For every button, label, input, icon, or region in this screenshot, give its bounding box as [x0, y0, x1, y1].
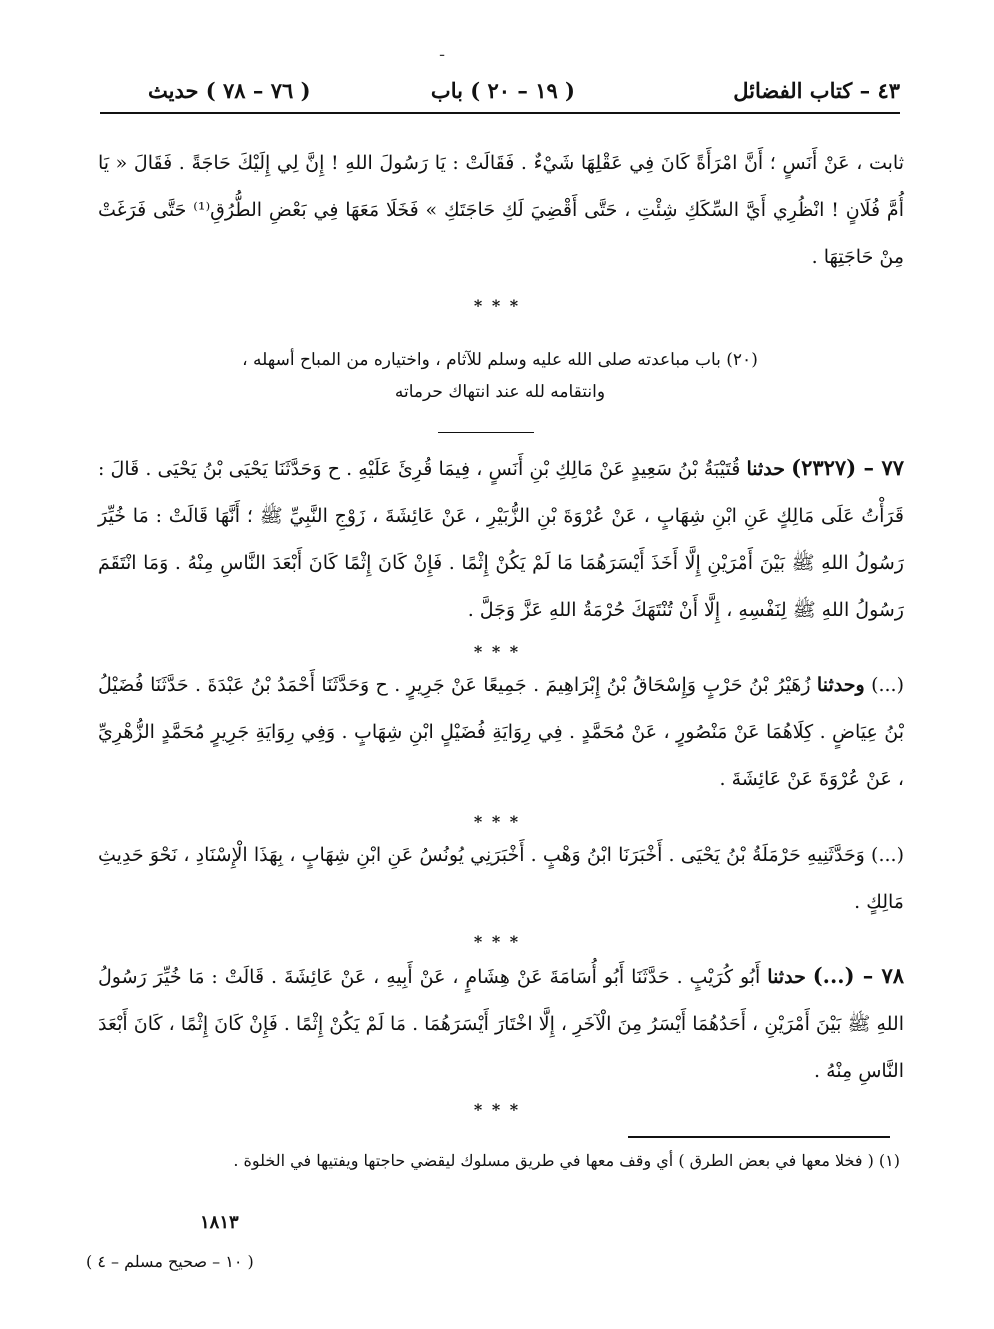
hadith-text: زُهَيْرُ بْنُ حَرْبٍ وَإِسْحَاقُ بْنُ إِبْرَاهِيمَ . جَمِيعًا عَنْ جَرِيرٍ . ح وَحَدَّثَنَا أَحْمَدُ بْنُ عَبْدَةَ . حَدَّثَنَا فُضَيْلُ بْنُ عِيَاضٍ . كِلَاهُمَا عَنْ مَنْصُورٍ ، عَنْ مُحَمَّدٍ . فِي رِوَايَةِ فُضَيْلٍ ابْنِ شِهَابٍ . وَفِي رِوَايَةِ جَرِيرٍ مُحَمَّدٍ الزُّهْرِيِّ ، عَنْ عُرْوَةَ عَنْ عَائِشَةَ . [98, 674, 904, 790]
haddathana-label: حدثنا [746, 458, 786, 480]
hadith-text: أَبُو كُرَيْبٍ . حَدَّثَنَا أَبُو أُسَامَةَ عَنْ هِشَامٍ ، عَنْ أَبِيهِ ، عَنْ عَائِشَةَ . قَالَتْ : مَا خُيِّرَ رَسُولُ اللهِ ﷺ بَيْنَ أَمْرَيْنِ ، أَحَدُهُمَا أَيْسَرُ مِنَ الْآخَرِ ، إِلَّا اخْتَارَ أَيْسَرَهُمَا . مَا لَمْ يَكُنْ إِثْمًا . فَإِنْ كَانَ إِثْمًا ، كَانَ أَبْعَدَ النَّاسِ مِنْهُ . [98, 966, 904, 1082]
page-number: ١٨١٣ [200, 1212, 239, 1233]
separator-stars: * * * [473, 812, 521, 831]
hadith-text: وَحَدَّثَنِيهِ حَرْمَلَةُ بْنُ يَحْيَى . أَخْبَرَنَا ابْنُ وَهْبٍ . أَخْبَرَنِي يُونُسُ عَنِ ابْنِ شِهَابٍ ، بِهَذَا الْإِسْنَادِ ، نَحْوَ حَدِيثِ مَالِكٍ . [98, 844, 904, 913]
chapter-heading [150, 344, 850, 408]
separator-stars: * * * [473, 642, 521, 661]
haddathana-label: حدثنا [767, 966, 806, 988]
separator-stars: * * * [473, 932, 521, 951]
chapter-heading-line-1: (٢٠) باب مباعدته صلى الله عليه وسلم للآثام ، واختياره من المباح أسهله ، [242, 350, 758, 370]
hadith-number: (...) [871, 844, 904, 866]
separator-stars: * * * [473, 296, 521, 315]
footnote-rule [628, 1136, 890, 1138]
header-hadith-range: ( ٧٦ – ٧٨ ) حديث [148, 78, 311, 103]
header-chapter-range: ( ١٩ – ٢٠ ) باب [430, 78, 575, 103]
hadith-77-b [98, 662, 904, 803]
header-rule [100, 112, 900, 114]
printer-signature: ( ١٠ – صحيح مسلم – ٤ ) [86, 1252, 254, 1271]
hadith-77 [98, 444, 904, 634]
running-header [100, 78, 900, 112]
hadith-number: ٧٨ – (...) [812, 963, 905, 988]
heading-rule [438, 432, 534, 433]
top-mark: ـ [440, 44, 445, 60]
hadith-text: قُتَيْبَةُ بْنُ سَعِيدٍ عَنْ مَالِكِ بْنِ أَنَسٍ ، فِيمَا قُرِئَ عَلَيْهِ . ح وَحَدَّثَنَا يَحْيَى بْنُ يَحْيَى . قَالَ : قَرَأْتُ عَلَى مَالِكٍ عَنِ ابْنِ شِهَابٍ ، عَنْ عُرْوَةَ بْنِ الزُّبَيْرِ ، عَنْ عَائِشَةَ ، زَوْجِ النَّبِيِّ ﷺ ؛ أَنَّهَا قَالَتْ : مَا خُيِّرَ رَسُولُ اللهِ ﷺ بَيْنَ أَمْرَيْنِ إِلَّا أَخَذَ أَيْسَرَهُمَا مَا لَمْ يَكُنْ إِثْمًا . فَإِنْ كَانَ إِثْمًا كَانَ أَبْعَدَ النَّاسِ مِنْهُ . وَمَا انْتَقَمَ رَسُولُ اللهِ ﷺ لِنَفْسِهِ ، إِلَّا أَنْ تُنْتَهَكَ حُرْمَةُ اللهِ عَزَّ وَجَلَّ . [98, 458, 904, 621]
haddathana-label: وحدثنا [816, 674, 865, 696]
footnote: (١) ( فخلا معها في بعض الطرق ) أي وقف معها في طريق مسلوك ليقضي حاجتها ويفتيها في الخلوة . [233, 1151, 900, 1170]
header-book-title: ٤٣ – كتاب الفضائل [733, 78, 900, 103]
hadith-number: (...) [871, 674, 905, 696]
paragraph-continuation: ثابت ، عَنْ أَنَسٍ ؛ أَنَّ امْرَأَةً كَانَ فِي عَقْلِهَا شَيْءٌ . فَقَالَتْ : يَا رَسُولَ اللهِ ! إِنَّ لِي إِلَيْكَ حَاجَةً . فَقَالَ « يَا أُمَّ فُلَانٍ ! انْظُرِي أَيَّ السِّكَكِ شِئْتِ ، حَتَّى أَقْضِيَ لَكِ حَاجَتَكِ » فَخَلَا مَعَهَا فِي بَعْضِ الطُّرُقِ⁽¹⁾ حَتَّى فَرَغَتْ مِنْ حَاجَتِهَا . [98, 152, 904, 268]
chapter-heading-line-2: وانتقامه لله عند انتهاك حرماته [394, 382, 606, 402]
hadith-number: ٧٧ – (٢٣٢٧) [791, 455, 905, 480]
separator-stars: * * * [473, 1100, 521, 1119]
hadith-77-c [98, 832, 904, 926]
hadith-78 [98, 952, 904, 1095]
